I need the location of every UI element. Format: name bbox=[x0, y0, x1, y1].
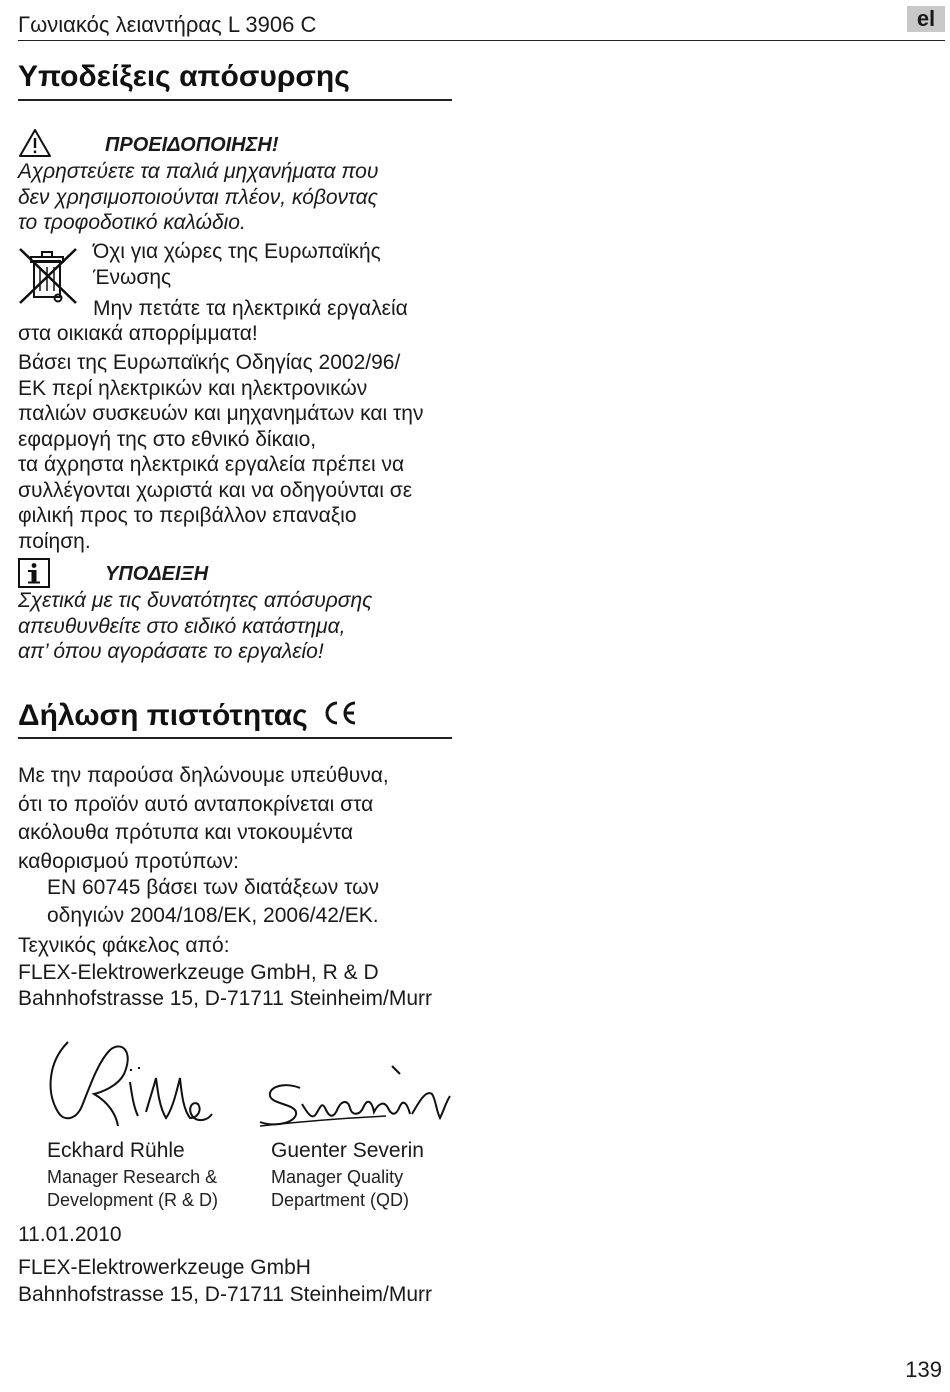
directive-paragraph bbox=[18, 350, 423, 554]
warning-line: το τροφοδοτικό καλώδιο. bbox=[18, 211, 246, 234]
intro-line: ότι το προϊόν αυτό ανταποκρίνεται στα bbox=[18, 792, 374, 816]
conformity-section-title bbox=[18, 699, 358, 734]
page-number: 139 bbox=[905, 1357, 942, 1382]
directive-line: Βάσει της Ευρωπαϊκής Οδηγίας 2002/96/ bbox=[18, 351, 401, 374]
warning-text bbox=[18, 159, 378, 236]
bin-text-line: στα οικιακά απορρίμματα! bbox=[18, 322, 258, 345]
signatory-name: Guenter Severin bbox=[271, 1139, 424, 1162]
crossed-out-bin-icon bbox=[18, 245, 78, 312]
standards-line: οδηγιών 2004/108/ΕΚ, 2006/42/ΕΚ. bbox=[47, 903, 379, 927]
ce-mark-icon bbox=[322, 700, 358, 734]
warning-line: Αχρηστεύετε τα παλιά μηχανήματα που bbox=[18, 160, 379, 183]
note-line: απευθυνθείτε στο ειδικό κατάστημα, bbox=[18, 614, 346, 638]
signatory-role-line: Manager Research & bbox=[47, 1167, 218, 1187]
conformity-intro bbox=[18, 762, 389, 876]
signatory-role-line: Manager Quality bbox=[271, 1167, 404, 1187]
company-line: Bahnhofstrasse 15, D-71711 Steinheim/Murr bbox=[18, 1282, 432, 1306]
language-badge: el bbox=[907, 6, 945, 32]
intro-line: ακόλουθα πρότυπα και ντοκουμέντα bbox=[18, 821, 353, 844]
signatory-role-line: Department (QD) bbox=[271, 1190, 410, 1210]
intro-line: καθορισμού προτύπων: bbox=[18, 849, 239, 873]
intro-line: Με την παρούσα δηλώνουμε υπεύθυνα, bbox=[18, 764, 389, 787]
eu-note-line: Ένωσης bbox=[93, 265, 172, 289]
note-label: ΥΠΟΔΕΙΞΗ bbox=[105, 563, 209, 585]
document-header-title: Γωνιακός λειαντήρας L 3906 C bbox=[18, 12, 317, 37]
signature-severin-image bbox=[256, 1060, 456, 1141]
header-divider bbox=[18, 40, 945, 41]
technical-file bbox=[18, 933, 432, 1013]
note-line: Σχετικά με τις δυνατότητες απόσυρσης bbox=[18, 589, 373, 612]
note-text bbox=[18, 588, 372, 665]
directive-line: παλιών συσκευών και μηχανημάτων και την bbox=[18, 402, 424, 425]
conformity-title-text: Δήλωση πιστότητας bbox=[18, 699, 308, 732]
tech-file-line: Τεχνικός φάκελος από: bbox=[18, 934, 230, 957]
conformity-title-divider bbox=[18, 737, 452, 739]
directive-line: τα άχρηστα ηλεκτρικά εργαλεία πρέπει να bbox=[18, 453, 405, 476]
company-address bbox=[18, 1255, 432, 1308]
tech-file-line: Bahnhofstrasse 15, D-71711 Steinheim/Murr bbox=[18, 987, 432, 1010]
directive-line: φιλική προς το περιβάλλον επαναξιο bbox=[18, 504, 357, 527]
standards-list bbox=[47, 874, 379, 929]
eu-note-line: Όχι για χώρες της Ευρωπαϊκής bbox=[93, 240, 381, 263]
directive-line: ποίηση. bbox=[18, 529, 91, 553]
signatory-ruhle bbox=[47, 1139, 218, 1212]
company-line: FLEX-Elektrowerkzeuge GmbH bbox=[18, 1256, 311, 1279]
signature-ruhle-image bbox=[38, 1022, 218, 1137]
directive-line: συλλέγονται χωριστά και να οδηγούνται σε bbox=[18, 478, 413, 502]
disposal-title-divider bbox=[18, 99, 452, 101]
directive-line: ΕΚ περί ηλεκτρικών και ηλεκτρονικών bbox=[18, 376, 368, 400]
warning-triangle-icon bbox=[18, 128, 52, 163]
standards-line: EN 60745 βάσει των διατάξεων των bbox=[47, 876, 380, 899]
eu-note bbox=[93, 239, 381, 290]
warning-label: ΠΡΟΕΙΔΟΠΟΙΗΣΗ! bbox=[105, 134, 279, 156]
warning-line: δεν χρησιμοποιούνται πλέον, κόβοντας bbox=[18, 185, 378, 209]
signatory-role-line: Development (R & D) bbox=[47, 1190, 219, 1210]
tech-file-line: FLEX-Elektrowerkzeuge GmbH, R & D bbox=[18, 960, 379, 984]
disposal-section-title: Υποδείξεις απόσυρσης bbox=[18, 60, 350, 93]
signatory-severin bbox=[271, 1139, 424, 1212]
signatory-name: Eckhard Rühle bbox=[47, 1139, 185, 1162]
bin-text-line: Μην πετάτε τα ηλεκτρικά εργαλεία bbox=[93, 297, 408, 320]
directive-line: εφαρμογή της στο εθνικό δίκαιο, bbox=[18, 427, 317, 451]
note-line: απ’ όπου αγοράσατε το εργαλείο! bbox=[18, 640, 324, 663]
declaration-date: 11.01.2010 bbox=[18, 1223, 122, 1246]
